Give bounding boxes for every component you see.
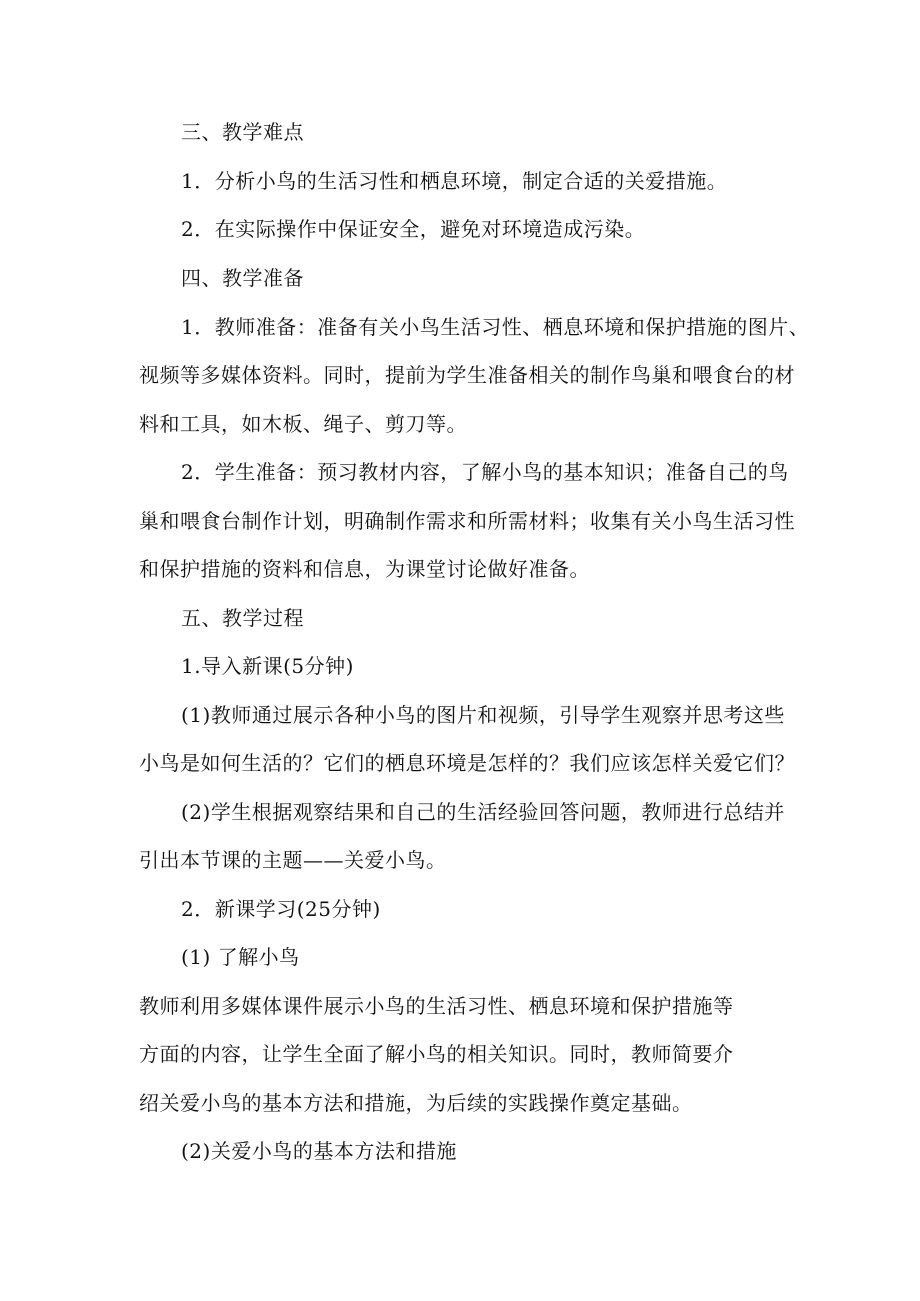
paragraph-line: (1)教师通过展示各种小鸟的图片和视频，引导学生观察并思考这些 [181,703,785,727]
paragraph-line: 1．分析小鸟的生活习性和栖息环境，制定合适的关爱措施。 [181,169,728,193]
paragraph-line: 教师利用多媒体课件展示小鸟的生活习性、栖息环境和保护措施等 [139,994,734,1018]
paragraph-line: (2)学生根据观察结果和自己的生活经验回答问题，教师进行总结并 [181,800,785,824]
paragraph-line: 2．学生准备：预习教材内容，了解小鸟的基本知识；准备自己的鸟 [181,460,789,484]
subheading-understand-birds: (1) 了解小鸟 [181,945,300,969]
paragraph-line: 小鸟是如何生活的？它们的栖息环境是怎样的？我们应该怎样关爱它们？ [139,751,795,775]
paragraph-line: 料和工具，如木板、绳子、剪刀等。 [139,412,467,436]
subheading-new-lesson: 2．新课学习(25分钟) [181,897,381,921]
subheading-care-methods: (2)关爱小鸟的基本方法和措施 [181,1139,457,1163]
paragraph-line: 方面的内容，让学生全面了解小鸟的相关知识。同时，教师简要介 [139,1042,734,1066]
subheading-intro: 1.导入新课(5分钟) [181,654,354,678]
paragraph-line: 1．教师准备：准备有关小鸟生活习性、栖息环境和保护措施的图片、 [181,315,810,339]
paragraph-line: 绍关爱小鸟的基本方法和措施，为后续的实践操作奠定基础。 [139,1091,693,1115]
heading-teaching-difficulties: 三、教学难点 [181,120,304,144]
paragraph-line: 视频等多媒体资料。同时，提前为学生准备相关的制作鸟巢和喂食台的材 [139,363,795,387]
heading-teaching-process: 五、教学过程 [181,606,304,630]
paragraph-line: 巢和喂食台制作计划，明确制作需求和所需材料；收集有关小鸟生活习性 [139,509,795,533]
paragraph-line: 和保护措施的资料和信息，为课堂讨论做好准备。 [139,557,590,581]
paragraph-line: 引出本节课的主题——关爱小鸟。 [139,848,447,872]
paragraph-line: 2．在实际操作中保证安全，避免对环境造成污染。 [181,217,646,241]
heading-teaching-preparation: 四、教学准备 [181,266,304,290]
